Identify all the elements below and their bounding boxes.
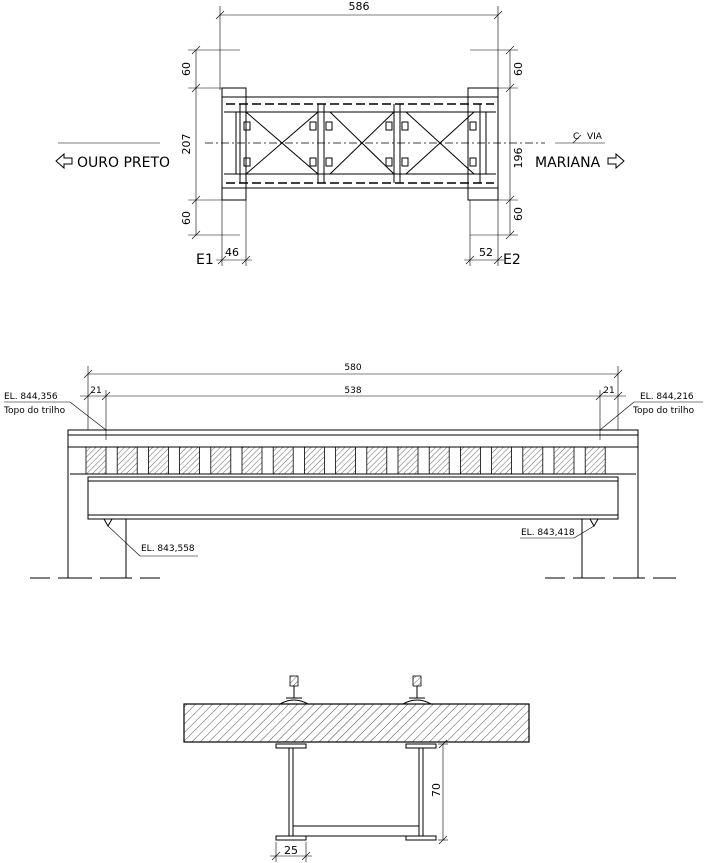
label-e2: E2	[503, 252, 521, 268]
sleeper	[398, 447, 418, 474]
elev-dim-total: 580	[344, 363, 362, 373]
sleeper	[336, 447, 356, 474]
plan-dim-e1	[196, 200, 252, 268]
elev-dim-left-edge: 21	[90, 386, 102, 396]
el-right-bottom: EL. 843,418	[521, 528, 575, 538]
sleeper	[554, 447, 574, 474]
plan-dim-top-text: 586	[348, 0, 370, 13]
plan-dim-left-top: 60	[180, 62, 193, 76]
elev-sleepers	[86, 447, 605, 474]
sleeper	[492, 447, 512, 474]
elev-dim-right-edge: 21	[603, 386, 615, 396]
section-slab	[184, 704, 529, 742]
sleeper	[585, 447, 605, 474]
sleeper	[211, 447, 231, 474]
plan-view	[56, 0, 624, 268]
section-dim-width: 25	[284, 844, 298, 857]
section-rail-right	[403, 676, 431, 704]
elev-dim-inner: 538	[344, 386, 362, 396]
plan-dim-left	[180, 46, 240, 239]
sleeper	[242, 447, 262, 474]
plan-dim-right-top: 60	[512, 62, 525, 76]
el-right-top-sub: Topo do trilho	[633, 406, 695, 416]
section-rail-left	[280, 676, 308, 704]
plan-dim-e2-text: 52	[479, 246, 493, 259]
plan-dim-left-mid: 207	[180, 133, 193, 155]
sleeper	[148, 447, 168, 474]
sleeper	[117, 447, 137, 474]
plan-dim-right-mid: 196	[512, 147, 525, 169]
direction-right: MARIANA	[535, 155, 601, 171]
sleeper	[429, 447, 449, 474]
sleeper	[367, 447, 387, 474]
el-left-bottom: EL. 843,558	[141, 544, 195, 554]
plan-dim-top	[216, 0, 502, 90]
label-e1: E1	[196, 252, 214, 268]
sleeper	[523, 447, 543, 474]
plan-dim-left-bot: 60	[180, 211, 193, 225]
elev-main-girder	[88, 477, 618, 519]
sleeper	[86, 447, 106, 474]
sleeper	[460, 447, 480, 474]
section-dim-height: 70	[430, 783, 443, 797]
section-bracing	[293, 826, 419, 836]
elev-rail	[68, 430, 638, 435]
sleeper	[180, 447, 200, 474]
elev-rail-base	[68, 435, 638, 447]
arrow-right-icon	[608, 154, 624, 168]
el-left-top: EL. 844,356	[4, 392, 58, 402]
sleeper	[304, 447, 324, 474]
axis-label: VIA	[587, 132, 602, 142]
elevation-view	[3, 363, 703, 578]
plan-dim-e1-text: 46	[225, 246, 239, 259]
el-left-top-sub: Topo do trilho	[4, 406, 66, 416]
plan-bracing	[240, 104, 480, 183]
el-right-top: EL. 844,216	[640, 392, 694, 402]
arrow-left-icon	[56, 154, 72, 168]
sleeper	[273, 447, 293, 474]
plan-dim-right-bot: 60	[512, 207, 525, 221]
direction-left: OURO PRETO	[77, 155, 171, 171]
cross-section-view	[184, 676, 529, 862]
axis-symbol: C	[573, 132, 580, 142]
